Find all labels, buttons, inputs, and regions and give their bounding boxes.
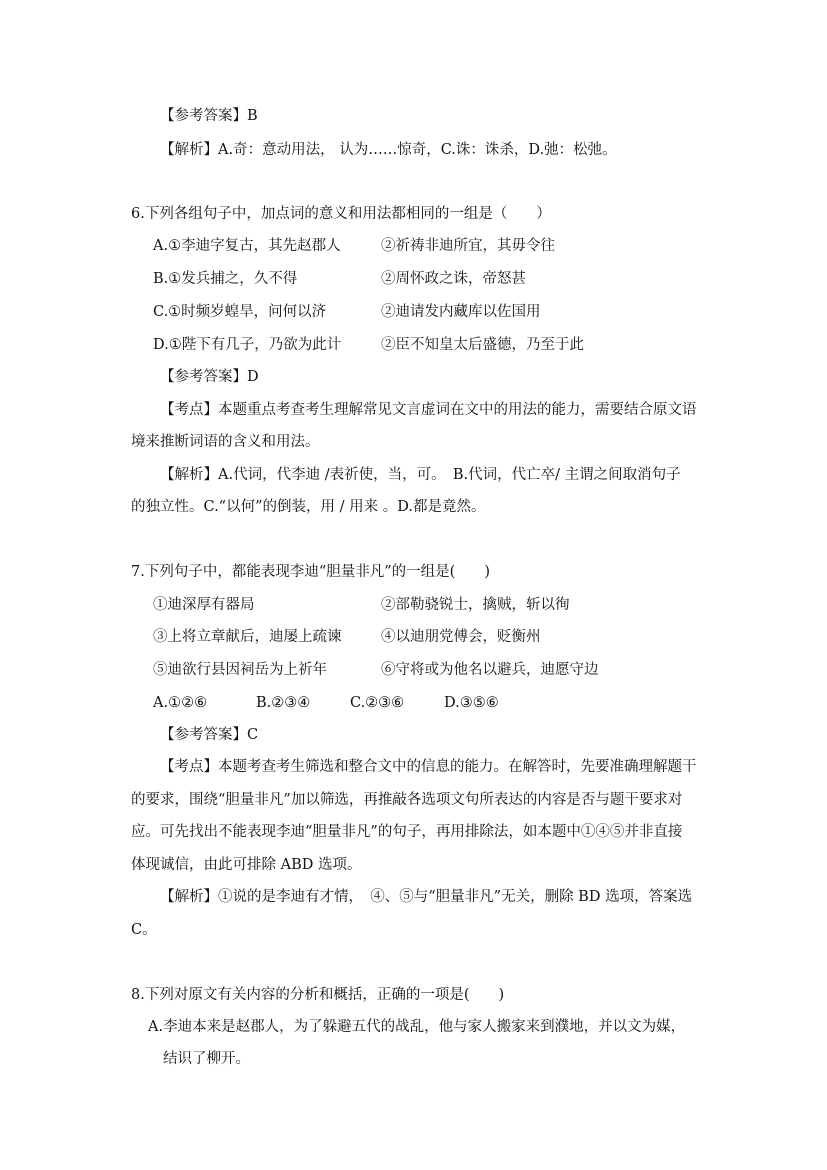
question-6-stem: 6.下列各组句子中，加点词的意义和用法都相同的一组是（ ） <box>131 206 551 222</box>
option-d-right: ②臣不知皇太后盛德，乃至于此 <box>381 337 584 353</box>
option-a-line: 结识了柳开。 <box>163 1051 250 1067</box>
analysis-line: 【解析】①说的是李迪有才情， ④、⑤与“胆量非凡”无关，删除 BD 选项，答案选 <box>160 889 693 905</box>
option-b-left: B.①发兵捕之，久不得 <box>153 271 298 287</box>
analysis-line: 【解析】A.代词，代李迪 /表祈使，当，可。 B.代词，代亡卒/ 主谓之间取消句子 <box>160 467 681 483</box>
option-b-right: ②周怀政之诛，帝怒甚 <box>381 271 526 287</box>
option-a-left: A.①李迪字复古，其先赵郡人 <box>153 238 341 254</box>
option-c-left: C.①时频岁蝗旱，问何以济 <box>153 304 327 320</box>
question-8-stem: 8.下列对原文有关内容的分析和概括，正确的一项是( ) <box>131 987 505 1003</box>
item-left: ⑤迪欲行县因祠岳为上祈年 <box>153 662 327 678</box>
point-line: 【考点】本题考查考生筛选和整合文中的信息的能力。在解答时，先要准确理解题干 <box>160 759 697 775</box>
point-line: 体现诚信，由此可排除 ABD 选项。 <box>131 857 362 873</box>
analysis-line: 【解析】A.奇：意动用法， 认为……惊奇，C.诛：诛杀，D.弛：松弛。 <box>160 142 617 158</box>
item-right: ④以迪朋党傅会，贬衡州 <box>381 629 541 645</box>
point-line: 【考点】本题重点考查考生理解常见文言虚词在文中的用法的能力，需要结合原文语 <box>160 402 697 418</box>
option-a-right: ②祈祷非迪所宜，其毋令往 <box>381 238 555 254</box>
answer-line: 【参考答案】C <box>160 727 259 743</box>
option-c-right: ②迪请发内藏库以佐国用 <box>381 304 541 320</box>
item-left: ①迪深厚有器局 <box>153 597 255 613</box>
choice-b: B.②③④ <box>256 695 311 711</box>
answer-line: 【参考答案】B <box>160 108 258 124</box>
answer-line: 【参考答案】D <box>160 369 259 385</box>
item-right: ②部勒骁锐士，擒贼，斩以徇 <box>381 597 570 613</box>
point-line: 的要求，围绕“胆量非凡”加以筛选，再推敲各选项文句所表达的内容是否与题干要求对 <box>131 792 683 808</box>
question-7-stem: 7.下列句子中，都能表现李迪“胆量非凡”的一组是( ) <box>131 564 490 580</box>
point-line: 境来推断词语的含义和用法。 <box>131 434 320 450</box>
choice-c: C.②③⑥ <box>350 695 405 711</box>
option-d-left: D.①陛下有几子，乃欲为此计 <box>153 337 342 353</box>
item-right: ⑥守将或为他名以避兵，迪愿守边 <box>381 662 599 678</box>
option-a-line: A.李迪本来是赵郡人，为了躲避五代的战乱，他与家人搬家来到濮地，并以文为媒， <box>148 1019 686 1035</box>
analysis-line: C。 <box>131 922 157 938</box>
choice-d: D.③⑤⑥ <box>444 695 499 711</box>
analysis-line: 的独立性。C.“以何”的倒装，用 / 用来 。D.都是竟然。 <box>131 499 486 515</box>
point-line: 应。可先找出不能表现李迪“胆量非凡”的句子，再用排除法，如本题中①④⑤并非直接 <box>131 824 683 840</box>
item-left: ③上将立章献后，迪屡上疏谏 <box>153 629 342 645</box>
choice-a: A.①②⑥ <box>153 695 208 711</box>
